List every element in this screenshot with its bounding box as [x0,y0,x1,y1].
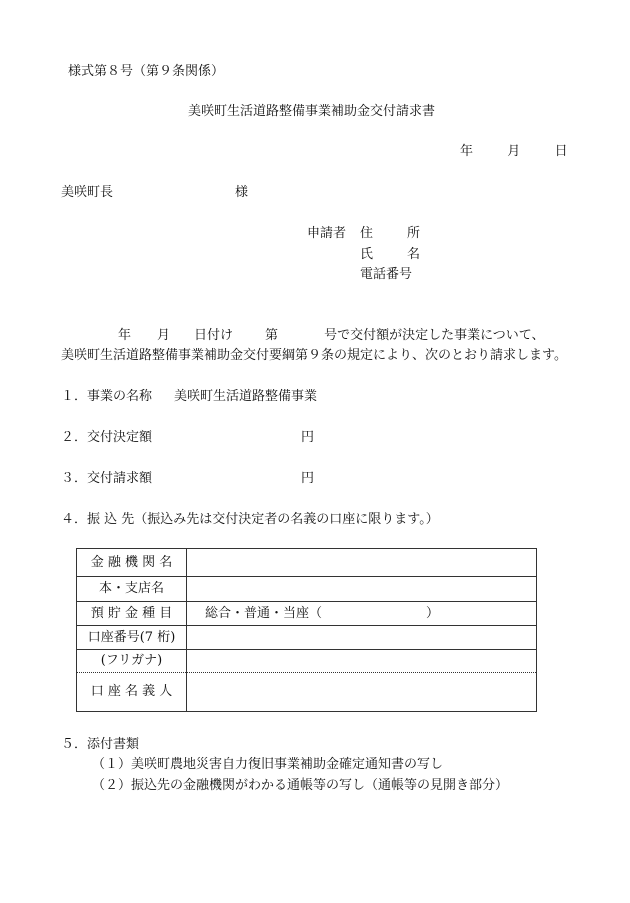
attachment-item-1: （１）美咲町農地災害自力復旧事業補助金確定通知書の写し [92,757,444,772]
furigana-value [187,650,537,673]
date-month: 月 [507,144,521,159]
transfer-note: （振込み先は交付決定者の名義の口座に限ります。） [134,512,439,527]
account-number-label: 口座番号(7 桁) [77,626,187,650]
body-line-1: 年 月 日付け 第 号で交付額が決定した事業について、 [118,328,545,343]
account-type-value: 総合・普通・当座（ ） [187,602,537,626]
attachments-heading: ５．添付書類 [61,737,140,752]
project-name-value: 美咲町生活道路整備事業 [174,389,318,404]
table-row [77,549,537,577]
addressee-name: 美咲町長 [61,185,114,200]
account-holder-label: 口 座 名 義 人 [77,673,187,712]
applicant-name-label: 氏 名 [360,247,421,262]
form-number: 様式第８号（第９条関係） [68,64,225,79]
branch-name-label: 本・支店名 [77,577,187,602]
applicant-phone-label: 電話番号 [360,267,413,282]
item-1-project-name: １．事業の名称 美咲町生活道路整備事業 [61,389,318,404]
account-number-value [187,626,537,650]
applicant-address-label: 住 所 [360,226,421,241]
date-year: 年 [460,144,474,159]
table-row [77,602,537,626]
item-3-unit: 円 [301,471,315,486]
date-line [460,144,568,160]
furigana-label: (フリガナ) [77,650,187,673]
table-row [77,650,537,673]
table-row [77,626,537,650]
account-holder-value [187,673,537,712]
account-type-label: 預 貯 金 種 目 [77,602,187,626]
addressee-honorific: 様 [235,185,249,200]
table-row [77,673,537,712]
item-2-unit: 円 [301,430,315,445]
item-4-transfer-destination: ４．振 込 先（振込み先は交付決定者の名義の口座に限ります。） [61,512,439,527]
attachment-item-2: （２）振込先の金融機関がわかる通帳等の写し（通帳等の見開き部分） [92,778,509,793]
item-2-decided-amount: ２．交付決定額 [61,430,153,445]
bank-name-label: 金 融 機 関 名 [77,549,187,577]
bank-name-value [187,549,537,577]
table-row [77,577,537,602]
bank-account-table [76,548,537,712]
date-day: 日 [554,144,568,159]
applicant-label: 申請者 [307,226,347,241]
body-line-2: 美咲町生活道路整備事業補助金交付要綱第９条の規定により、次のとおり請求します。 [61,348,567,363]
branch-name-value [187,577,537,602]
document-title: 美咲町生活道路整備事業補助金交付請求書 [188,104,436,119]
item-3-requested-amount: ３．交付請求額 [61,471,153,486]
